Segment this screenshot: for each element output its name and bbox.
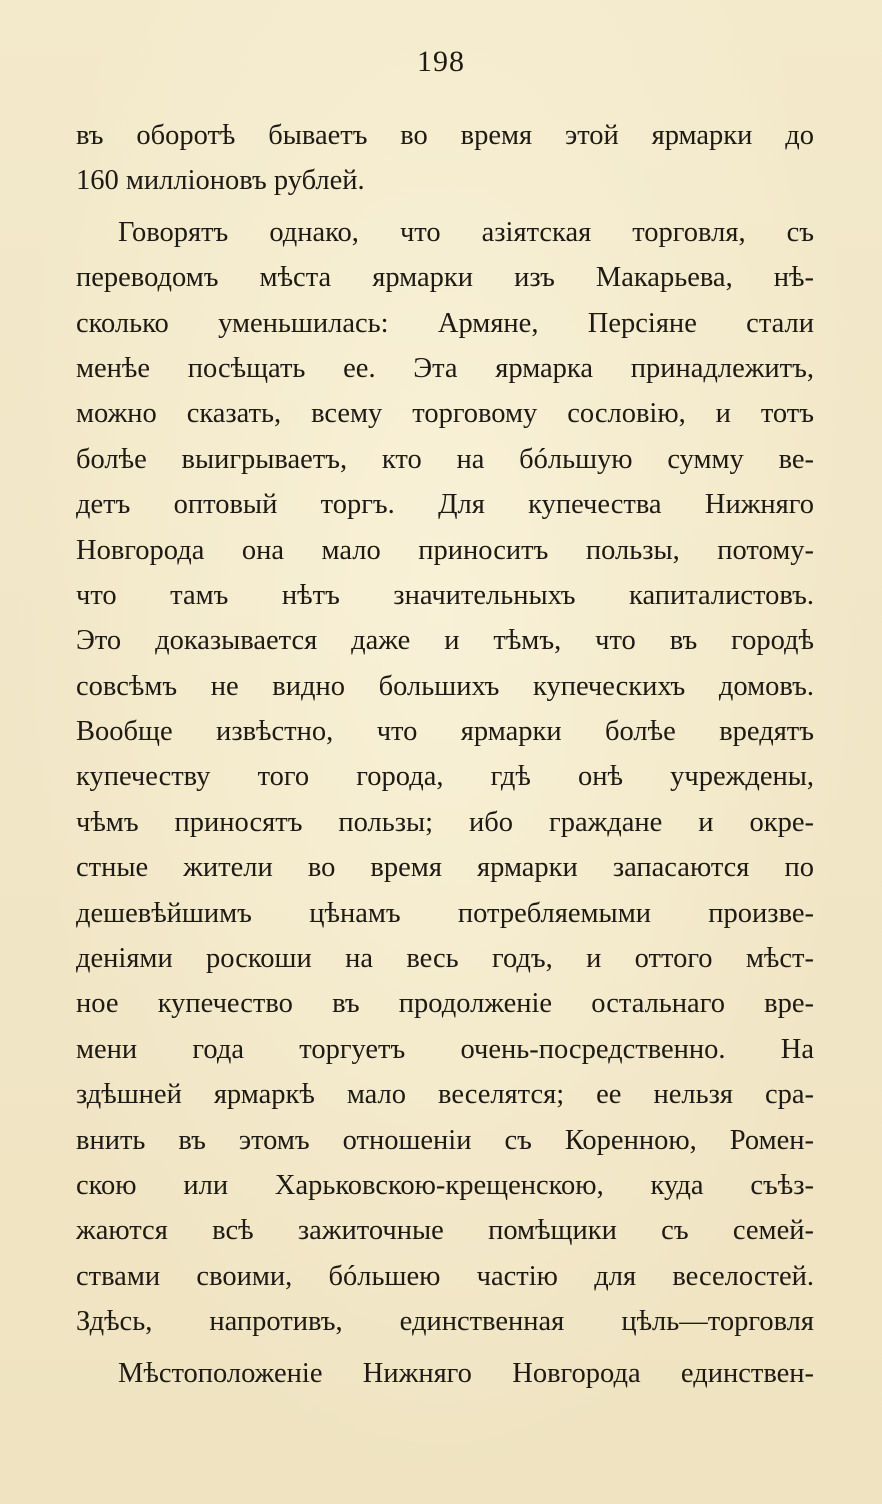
text-line: переводомъ мѣста ярмарки изъ Макарьева, нѣ- <box>76 262 814 294</box>
text-line: Новгорода она мало приноситъ пользы, потому- <box>76 534 814 566</box>
text-line: стные жители во время ярмарки запасаются по <box>76 852 814 884</box>
text-line: болѣе выигрываетъ, кто на бóльшую сумму ве- <box>76 443 814 475</box>
text-line: Вообще извѣстно, что ярмарки болѣе вредятъ <box>76 716 814 748</box>
text-line: купечеству того города, гдѣ онѣ учреждены, <box>76 761 814 793</box>
text-line: ствами своими, бóльшею частію для веселостей. <box>76 1260 814 1292</box>
text-line: совсѣмъ не видно большихъ купеческихъ домовъ. <box>76 670 814 702</box>
paragraph <box>76 113 814 204</box>
text-line: 160 милліоновъ рублей. <box>76 165 365 197</box>
text-line: жаются всѣ зажиточные помѣщики съ семей- <box>76 1215 814 1247</box>
text-line: мени года торгуетъ очень-посредственно. На <box>76 1033 814 1065</box>
text-line: дешевѣйшимъ цѣнамъ потребляемыми произве- <box>76 897 814 929</box>
text-line: деніями роскоши на весь годъ, и оттого мѣст- <box>76 943 814 975</box>
text-line: Говорятъ однако, что азіятская торговля, съ <box>118 216 814 248</box>
text-line: что тамъ нѣтъ значительныхъ капиталистовъ. <box>76 579 814 611</box>
text-line: сколько уменьшилась: Армяне, Персіяне стали <box>76 307 814 339</box>
paragraph <box>76 210 814 1345</box>
text-line: менѣе посѣщать ее. Эта ярмарка принадлежитъ, <box>76 352 814 384</box>
text-line: можно сказать, всему торговому сословію, и тотъ <box>76 398 814 430</box>
page-number: 198 <box>417 45 465 78</box>
body-text <box>76 113 814 1396</box>
text-line: внить въ этомъ отношеніи съ Коренною, Ромен- <box>76 1124 814 1156</box>
text-line: Здѣсь, напротивъ, единственная цѣль—торговля <box>76 1306 814 1338</box>
text-line: ное купечество въ продолженіе остальнаго вре- <box>76 988 814 1020</box>
text-line: Это доказывается даже и тѣмъ, что въ городѣ <box>76 625 814 657</box>
text-line: скою или Харьковскою-крещенскою, куда съѣз- <box>76 1169 814 1201</box>
text-line: чѣмъ приносятъ пользы; ибо граждане и окре- <box>76 806 814 838</box>
text-line: Мѣстоположеніе Нижняго Новгорода единствен- <box>118 1357 814 1389</box>
text-line: въ оборотѣ бываетъ во время этой ярмарки до <box>76 120 814 151</box>
paragraph <box>76 1351 814 1396</box>
text-line: детъ оптовый торгъ. Для купечества Нижняго <box>76 489 814 521</box>
text-line: здѣшней ярмаркѣ мало веселятся; ее нельзя сра- <box>76 1079 814 1111</box>
